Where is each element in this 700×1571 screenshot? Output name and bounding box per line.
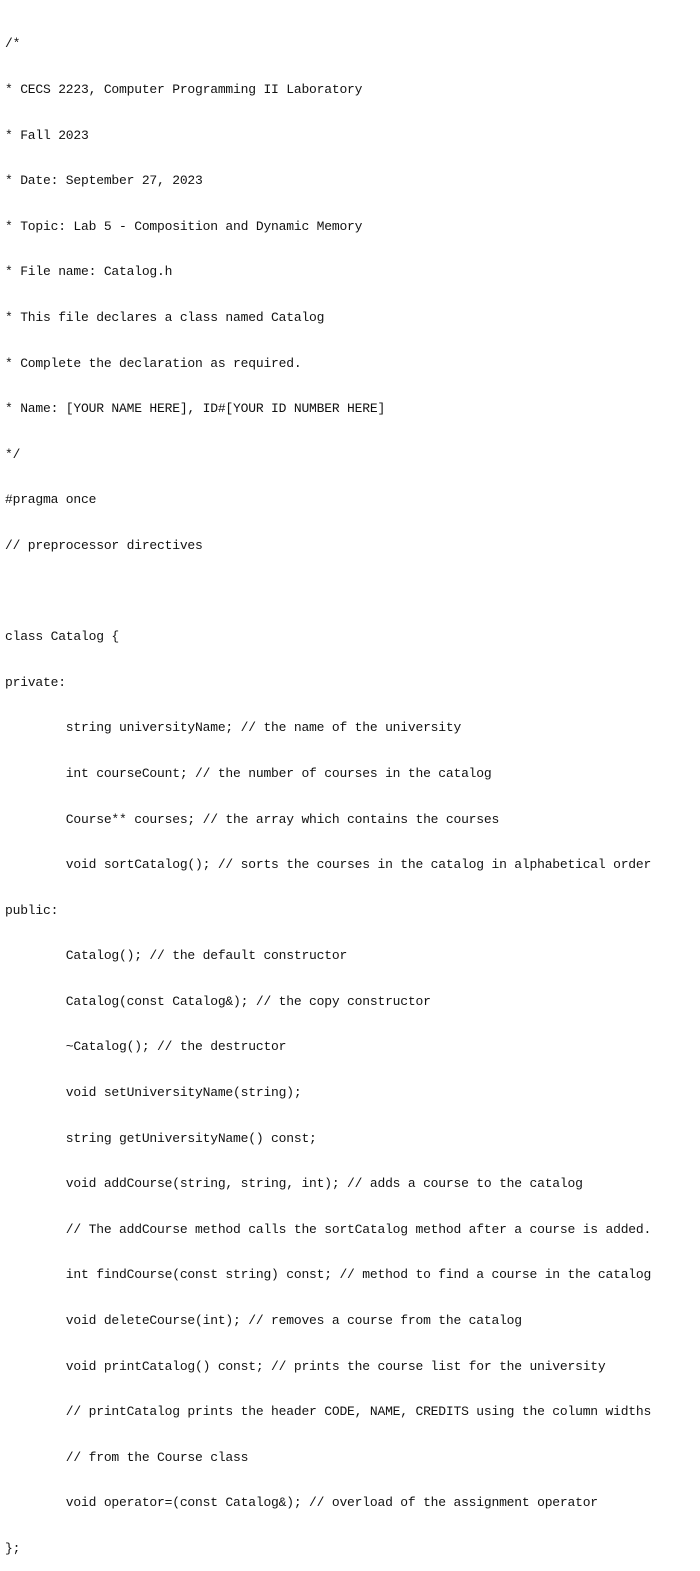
code-line: class Catalog { <box>5 629 120 645</box>
code-line: void setUniversityName(string); <box>5 1085 302 1101</box>
code-line: */ <box>5 446 21 462</box>
code-line <box>5 584 695 599</box>
code-listing <box>5 6 695 1571</box>
code-line: Catalog(); // the default constructor <box>5 948 348 964</box>
code-line: // The addCourse method calls the sortCatalog method after a course is added. <box>5 1221 652 1237</box>
code-line: void sortCatalog(); // sorts the courses in the catalog in alphabetical order <box>5 857 652 873</box>
code-line: #pragma once <box>5 492 97 508</box>
code-line: * File name: Catalog.h <box>5 264 173 280</box>
code-line: int courseCount; // the number of courses in the catalog <box>5 765 492 781</box>
code-line: * Topic: Lab 5 - Composition and Dynamic Memory <box>5 218 363 234</box>
code-line: private: <box>5 674 66 690</box>
code-line: public: <box>5 902 59 918</box>
code-line: Course** courses; // the array which contains the courses <box>5 811 500 827</box>
code-line: // from the Course class <box>5 1449 249 1465</box>
code-line: void deleteCourse(int); // removes a course from the catalog <box>5 1313 522 1329</box>
code-line: void addCourse(string, string, int); // adds a course to the catalog <box>5 1176 583 1192</box>
code-line: * Complete the declaration as required. <box>5 355 302 371</box>
code-line: // printCatalog prints the header CODE, NAME, CREDITS using the column widths <box>5 1404 652 1420</box>
code-line: }; <box>5 1541 21 1556</box>
code-line: // preprocessor directives <box>5 537 203 553</box>
code-line: * Name: [YOUR NAME HERE], ID#[YOUR ID NUMBER HERE] <box>5 401 386 417</box>
code-line: void operator=(const Catalog&); // overload of the assignment operator <box>5 1495 598 1511</box>
code-line: /* <box>5 36 21 52</box>
code-line: * This file declares a class named Catalog <box>5 309 325 325</box>
code-line: * Fall 2023 <box>5 127 89 143</box>
code-line: string getUniversityName() const; <box>5 1130 317 1146</box>
code-line: void printCatalog() const; // prints the course list for the university <box>5 1358 606 1374</box>
code-line: string universityName; // the name of the university <box>5 720 462 736</box>
code-line: * CECS 2223, Computer Programming II Laboratory <box>5 82 363 97</box>
code-line: * Date: September 27, 2023 <box>5 173 203 189</box>
code-line: int findCourse(const string) const; // method to find a course in the catalog <box>5 1267 652 1283</box>
code-line: ~Catalog(); // the destructor <box>5 1039 287 1055</box>
code-line: Catalog(const Catalog&); // the copy constructor <box>5 993 431 1009</box>
